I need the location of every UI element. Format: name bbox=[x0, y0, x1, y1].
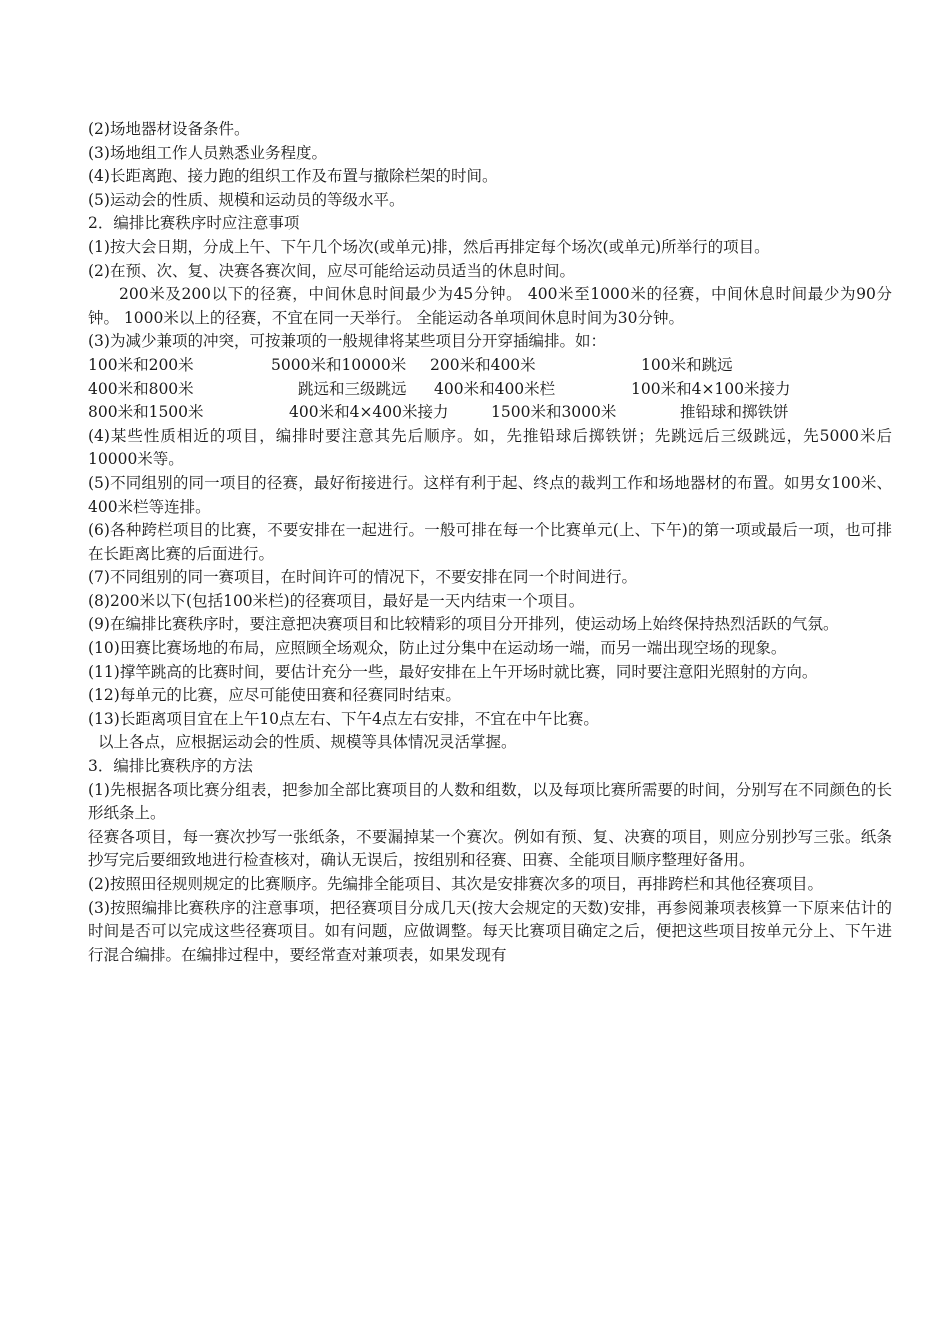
combo-item: 400米和400米栏 bbox=[434, 379, 556, 398]
paragraph: (2)按照田径规则规定的比赛顺序。先编排全能项目、其次是安排赛次多的项目，再排跨栏和其他径赛项目。 bbox=[88, 875, 823, 893]
paragraph: (2)场地器材设备条件。 bbox=[88, 120, 250, 138]
paragraph: (9)在编排比赛秩序时，要注意把决赛项目和比较精彩的项目分开排列，使运动场上始终保持热烈活跃的气氛。 bbox=[88, 615, 839, 634]
paragraph: 径赛各项目，每一赛次抄写一张纸条，不要漏掉某一个赛次。例如有预、复、决赛的项目，则应分别抄写三张。纸条抄写完后要细致地进行检查核对，确认无误后，按组别和径赛、田赛、全能项目顺序整理好备用。 bbox=[88, 827, 892, 870]
combo-item: 100米和200米 bbox=[88, 355, 194, 374]
paragraph: (4)长距离跑、接力跑的组织工作及布置与撤除栏架的时间。 bbox=[88, 167, 498, 186]
paragraph: (3)按照编排比赛秩序的注意事项，把径赛项目分成几天(按大会规定的天数)安排，再参阅兼项表核算一下原来估计的时间是否可以完成这些径赛项目。如有问题，应做调整。每天比赛项目确定之后，便把这些项目按单元分上、下午进行混合编排。在编排过程中，要经常查对兼项表，如果发现有 bbox=[88, 898, 892, 964]
paragraph: (13)长距离项目宜在上午10点左右、下午4点左右安排，不宜在中午比赛。 bbox=[88, 709, 599, 728]
rest-time-note: 200米及200以下的径赛，中间休息时间最少为45分钟。 400米至1000米的径赛，中间休息时间最少为90分钟。 1000米以上的径赛，不宜在同一天举行。 全能运动各单项间休息时间为30分钟。 bbox=[88, 285, 892, 327]
paragraph: (3)场地组工作人员熟悉业务程度。 bbox=[88, 143, 327, 162]
combo-row bbox=[88, 401, 892, 425]
section-heading: 2．编排比赛秩序时应注意事项 bbox=[88, 214, 300, 233]
paragraph: (7)不同组别的同一赛项目，在时间许可的情况下，不要安排在同一个时间进行。 bbox=[88, 568, 637, 587]
summary-note: 以上各点，应根据运动会的性质、规模等具体情况灵活掌握。 bbox=[98, 733, 517, 752]
paragraph: (1)按大会日期，分成上午、下午几个场次(或单元)排，然后再排定每个场次(或单元)所举行的项目。 bbox=[88, 237, 770, 256]
paragraph: (4)某些性质相近的项目，编排时要注意其先后顺序。如，先推铅球后掷铁饼；先跳远后三级跳远，先5000米后10000米等。 bbox=[88, 426, 892, 469]
combo-item: 400米和800米 bbox=[88, 379, 194, 398]
paragraph: (11)撑竿跳高的比赛时间，要估计充分一些，最好安排在上午开场时就比赛，同时要注意阳光照射的方向。 bbox=[88, 662, 818, 681]
combo-item: 100米和4×100米接力 bbox=[631, 379, 791, 398]
section-heading: 3．编排比赛秩序的方法 bbox=[88, 757, 253, 776]
combo-row bbox=[88, 354, 892, 378]
paragraph: (12)每单元的比赛，应尽可能使田赛和径赛同时结束。 bbox=[88, 686, 461, 705]
combo-item: 跳远和三级跳远 bbox=[298, 379, 407, 398]
combo-item: 5000米和10000米 bbox=[271, 355, 407, 374]
paragraph: (1)先根据各项比赛分组表，把参加全部比赛项目的人数和组数，以及每项比赛所需要的时间，分别写在不同颜色的长形纸条上。 bbox=[88, 780, 892, 823]
paragraph: (2)在预、次、复、决赛各赛次间，应尽可能给运动员适当的休息时间。 bbox=[88, 261, 575, 280]
combo-item: 800米和1500米 bbox=[88, 403, 204, 422]
paragraph: (5)不同组别的同一项目的径赛，最好衔接进行。这样有利于起、终点的裁判工作和场地器材的布置。如男女100米、400米栏等连排。 bbox=[88, 473, 892, 516]
paragraph: (6)各种跨栏项目的比赛，不要安排在一起进行。一般可排在每一个比赛单元(上、下午)的第一项或最后一项，也可排在长距离比赛的后面进行。 bbox=[88, 521, 892, 563]
combo-row bbox=[88, 378, 892, 402]
paragraph: (10)田赛比赛场地的布局，应照顾全场观众，防止过分集中在运动场一端，而另一端出现空场的现象。 bbox=[88, 639, 787, 658]
paragraph: (5)运动会的性质、规模和运动员的等级水平。 bbox=[88, 190, 405, 209]
combo-item: 200米和400米 bbox=[430, 355, 536, 374]
combo-item: 400米和4×400米接力 bbox=[289, 403, 449, 422]
paragraph: (3)为减少兼项的冲突，可按兼项的一般规律将某些项目分开穿插编排。如： bbox=[88, 332, 606, 351]
combo-item: 100米和跳远 bbox=[641, 355, 733, 374]
combo-item: 推铅球和掷铁饼 bbox=[680, 403, 789, 422]
paragraph: (8)200米以下(包括100米栏)的径赛项目，最好是一天内结束一个项目。 bbox=[88, 591, 585, 610]
combo-item: 1500米和3000米 bbox=[491, 403, 617, 422]
